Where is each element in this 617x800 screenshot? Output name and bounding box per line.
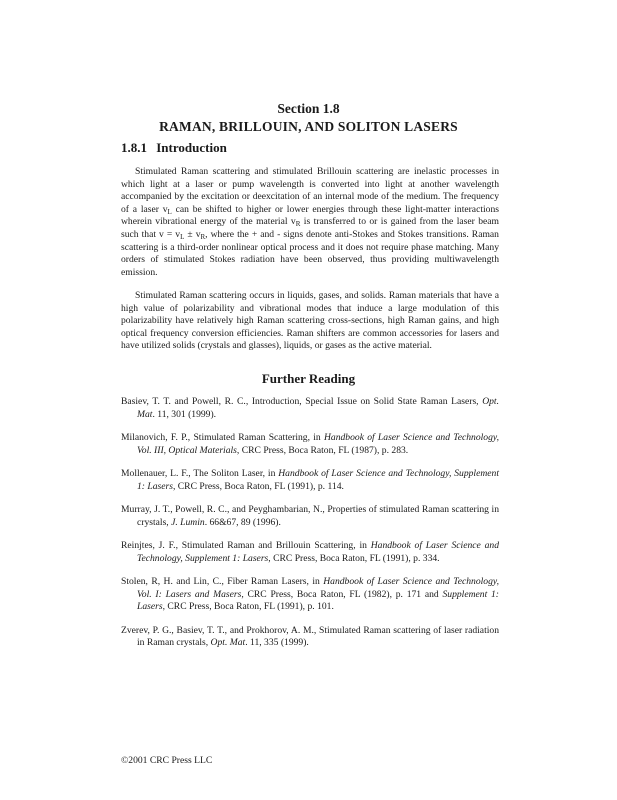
paragraph-text: Stimulated Raman scattering and stimulated Brillouin scattering are inelastic processes in which light at a laser or pump wavelength is converted into light at another wavelength accompanied by the excitation or deexcitation of an internal mode of the medium. The frequency of a laser xyxy=(121,166,499,215)
subsection-heading xyxy=(121,140,227,156)
ref-text: Zverev, P. G., Basiev, T. T., and Prokhorov, A. M., Stimulated Raman scattering of laser radiation in Raman crystals, xyxy=(121,624,499,649)
ref-text: Stolen, R, H. and Lin, C., Fiber Raman Lasers, in xyxy=(121,575,324,587)
subsection-title: Introduction xyxy=(156,140,227,155)
subscript: R xyxy=(200,232,206,241)
nu-symbol: v xyxy=(162,203,168,215)
nu-symbol: v xyxy=(290,216,296,228)
ref-text: , CRC Press, Boca Raton, FL (1982), p. 171 and xyxy=(241,588,443,600)
intro-paragraph-1 xyxy=(121,166,499,279)
equation-text: ± v xyxy=(184,228,201,240)
ref-text: . 11, 301 (1999). xyxy=(152,408,217,420)
ref-text: , CRC Press, Boca Raton, FL (1991), p. 334. xyxy=(268,552,440,564)
paragraph-text: , where the + and - signs denote anti-Stokes and Stokes transitions. Raman scattering is a third-order nonlinear optical process and it does not require phase matching. Many orders of stimulated Stokes radiation have been observed, thus providing multiwavelength emission. xyxy=(121,228,499,278)
reference-item xyxy=(121,625,499,650)
reference-item xyxy=(121,540,499,565)
subsection-number: 1.8.1 xyxy=(121,140,147,155)
copyright-footer: ©2001 CRC Press LLC xyxy=(121,755,213,766)
subscript: L xyxy=(180,232,185,241)
paragraph-text: can be shifted to higher or lower energies through these light-matter interactions wherein vibrational energy of the material xyxy=(121,203,499,228)
subscript: L xyxy=(167,207,172,216)
ref-italic: Handbook of Laser Science and Technology, Supplement 1: Lasers xyxy=(137,539,499,564)
ref-italic: Handbook of Laser Science and Technology, Vol. III, Optical Materials xyxy=(137,431,499,456)
ref-text: Murray, J. T., Powell, R. C., and Peyghambarian, N., Properties of stimulated Raman scattering in crystals, xyxy=(121,503,499,528)
ref-italic: Supplement 1: Lasers xyxy=(137,588,499,613)
ref-italic: J. Lumin xyxy=(171,516,205,528)
ref-italic: Opt. Mat xyxy=(210,637,246,649)
ref-text: , CRC Press, Boca Raton, FL (1991), p. 101. xyxy=(162,601,334,613)
section-label: Section 1.8 xyxy=(277,101,340,116)
ref-text: Basiev, T. T. and Powell, R. C., Introduction, Special Issue on Solid State Raman Lasers, xyxy=(121,396,483,407)
subscript: R xyxy=(295,220,301,229)
ref-italic: Handbook of Laser Science and Technology, Supplement 1: Lasers xyxy=(137,467,499,492)
equation-text: v = v xyxy=(159,228,181,240)
reference-item xyxy=(121,468,499,493)
paragraph-text: is transferred to or is gained from the laser beam such that xyxy=(121,216,499,240)
ref-text: . 66&67, 89 (1996). xyxy=(204,516,281,528)
ref-italic: Handbook of Laser Science and Technology, Vol. I: Lasers and Masers xyxy=(137,575,499,600)
reference-list xyxy=(121,396,499,660)
intro-paragraph-2: Stimulated Raman scattering occurs in liquids, gases, and solids. Raman materials that have a high value of polarizability and vibrational modes that induce a large modulation of this polarizability have relatively high Raman scattering cross-sections, high Raman gains, and high optical frequency conversion efficiencies. Raman shifters are common accessories for lasers and have utilized solids (crystals and glasses), liquids, or gases as the active material. xyxy=(121,290,499,352)
ref-text: Milanovich, F. P., Stimulated Raman Scattering, in xyxy=(121,431,324,443)
ref-text: . 11, 335 (1999). xyxy=(245,637,309,649)
ref-italic: Opt. Mat xyxy=(137,396,499,420)
ref-text: , CRC Press, Boca Raton, FL (1991), p. 114. xyxy=(172,480,344,492)
further-reading-heading: Further Reading xyxy=(261,371,356,386)
ref-text: Mollenauer, L. F., The Soliton Laser, in xyxy=(121,467,279,479)
reference-item xyxy=(121,576,499,614)
section-title: RAMAN, BRILLOUIN, AND SOLITON LASERS xyxy=(159,119,458,134)
reference-item xyxy=(121,396,499,421)
reference-item xyxy=(121,504,499,529)
ref-text: Reinjtes, J. F., Stimulated Raman and Brillouin Scattering, in xyxy=(121,539,371,551)
ref-text: , CRC Press, Boca Raton, FL (1987), p. 283. xyxy=(236,444,409,456)
reference-item xyxy=(121,432,499,457)
